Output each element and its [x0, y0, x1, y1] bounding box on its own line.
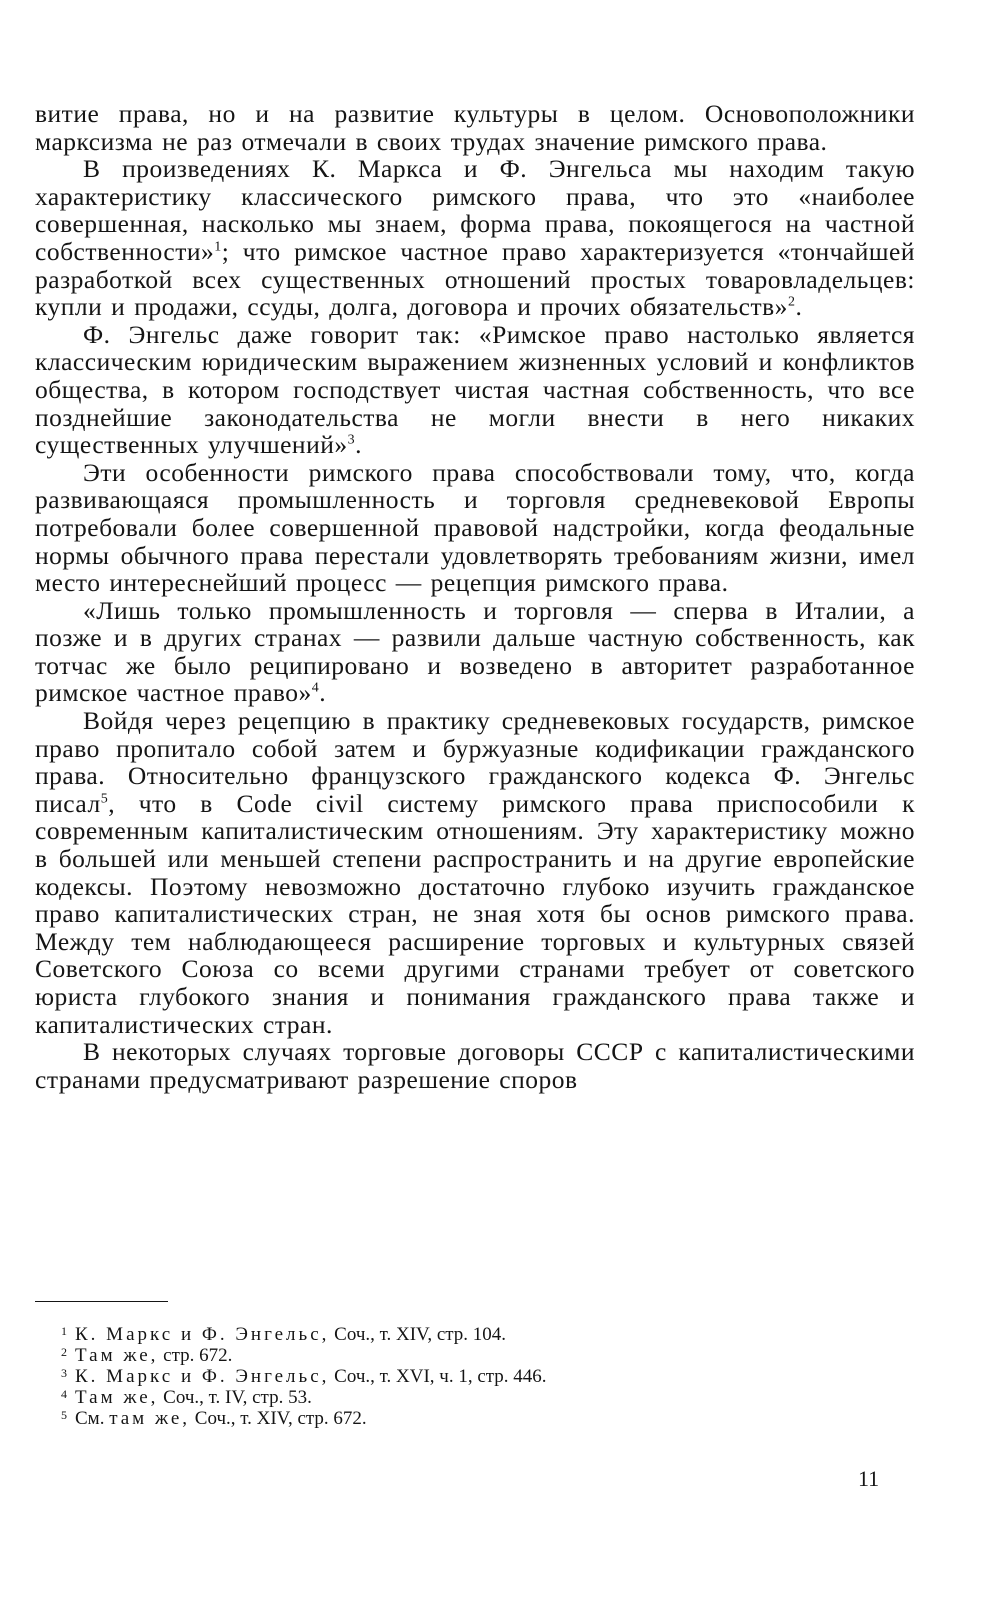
- footnotes: [61, 1324, 875, 1429]
- footnote-author: там же,: [109, 1408, 191, 1429]
- text-run: Эти особенности римского права способствовали тому, что, когда развивающаяся промышленность и торговля средневековой Европы потребовали более совершенной правовой надстройки, когда феодальные нормы обычного права перестали удовлетворять требованиям жизни, имел место интереснейший процесс — рецепция римского права.: [35, 457, 915, 598]
- footnote-number: 2: [61, 1345, 67, 1359]
- text-run: .: [355, 430, 362, 460]
- text-run: витие права, но и на развитие культуры в целом. Основоположники марксизма не раз отмечали в своих трудах значение римского права.: [35, 99, 915, 156]
- footnote-number: 1: [61, 1324, 67, 1338]
- footnote-citation: Соч., т. XIV, стр. 672.: [190, 1408, 367, 1429]
- paragraph: [35, 459, 915, 597]
- footnote-ref: 1: [214, 239, 222, 255]
- footnote-ref: 2: [787, 294, 796, 310]
- footnote-author: К. Маркс и Ф. Энгельс,: [75, 1366, 330, 1387]
- paragraph: [35, 100, 915, 155]
- text-run: Войдя через рецепцию в практику средневековых государств, римское право пропитало собой затем и буржуазные кодификации гражданского права. Относительно французского гражданского кодекса Ф. Энгельс писал: [35, 706, 915, 818]
- footnote-number: 4: [61, 1387, 67, 1401]
- text-run: .: [319, 678, 327, 708]
- footnote: [61, 1366, 875, 1387]
- paragraph: [35, 1038, 915, 1093]
- footnote-number: 3: [61, 1366, 67, 1380]
- footnote: [61, 1408, 875, 1429]
- footnote-citation: Соч., т. XVI, ч. 1, стр. 446.: [329, 1366, 547, 1387]
- text-run: В произведениях К. Маркса и Ф. Энгельса мы находим такую характеристику классического римского права, что это «наиболее совершенная, насколько мы знаем, форма права, покоящегося на частной собственности»: [35, 154, 915, 266]
- footnote-ref: 4: [311, 680, 320, 696]
- footnote-citation: Соч., т. XIV, стр. 104.: [329, 1324, 507, 1345]
- footnote-citation: Соч., т. IV, стр. 53.: [158, 1387, 312, 1408]
- page-number: 11: [858, 1466, 880, 1491]
- text-run: «Лишь только промышленность и торговля — сперва в Италии, а позже и в других странах — развили дальше частную собственность, как тотчас же было реципировано и возведено в авторитет разработанное римское частное право»: [35, 595, 915, 708]
- footnote-ref: 3: [347, 432, 356, 448]
- footnote-ref: 5: [100, 791, 109, 807]
- paragraph: [35, 597, 915, 707]
- footnote-author: Там же,: [75, 1345, 159, 1366]
- page: [35, 100, 915, 1093]
- paragraph: [35, 155, 915, 321]
- footnote: [61, 1324, 875, 1345]
- footnote: [61, 1345, 875, 1366]
- footnote-lead: См.: [75, 1408, 110, 1429]
- footnote-author: Там же,: [75, 1387, 159, 1408]
- text-run: ; что римское частное право характеризуется «тончайшей разработкой всех существенных отношений простых товаровладельцев: купли и продажи, ссуды, долга, договора и прочих обязательств»: [35, 236, 915, 322]
- footnote-number: 5: [61, 1408, 67, 1422]
- text-run: .: [795, 292, 803, 322]
- text-run: , что в Code civil систему римского права приспособили к современным капиталистическим отношениям. Эту характеристику можно в большей или меньшей степени распространить и на другие европейские кодексы. Поэтому невозможно достаточно глубоко изучить гражданское право капиталистических стран, не зная хотя бы основ римского права. Между тем наблюдающееся расширение торговых и культурных связей Советского Союза со всеми другими странами требует от советского юриста глубокого знания и понимания гражданского права также и капиталистических стран.: [35, 788, 915, 1039]
- paragraph: [35, 321, 915, 459]
- text-run: В некоторых случаях торговые договоры СССР с капиталистическими странами предусматривают разрешение споров: [35, 1037, 915, 1094]
- footnote-citation: стр. 672.: [158, 1345, 233, 1366]
- footnote: [61, 1387, 875, 1408]
- paragraph: [35, 707, 915, 1038]
- footnote-separator: [35, 1301, 168, 1302]
- text-run: Ф. Энгельс даже говорит так: «Римское право настолько является классическим юридическим выражением жизненных условий и конфликтов общества, в котором господствует чистая частная собственность, что все позднейшие законодательства не могли внести в него никаких существенных улучшений»: [35, 319, 915, 460]
- body-text: [35, 100, 915, 1093]
- footnote-author: К. Маркс и Ф. Энгельс,: [75, 1324, 330, 1345]
